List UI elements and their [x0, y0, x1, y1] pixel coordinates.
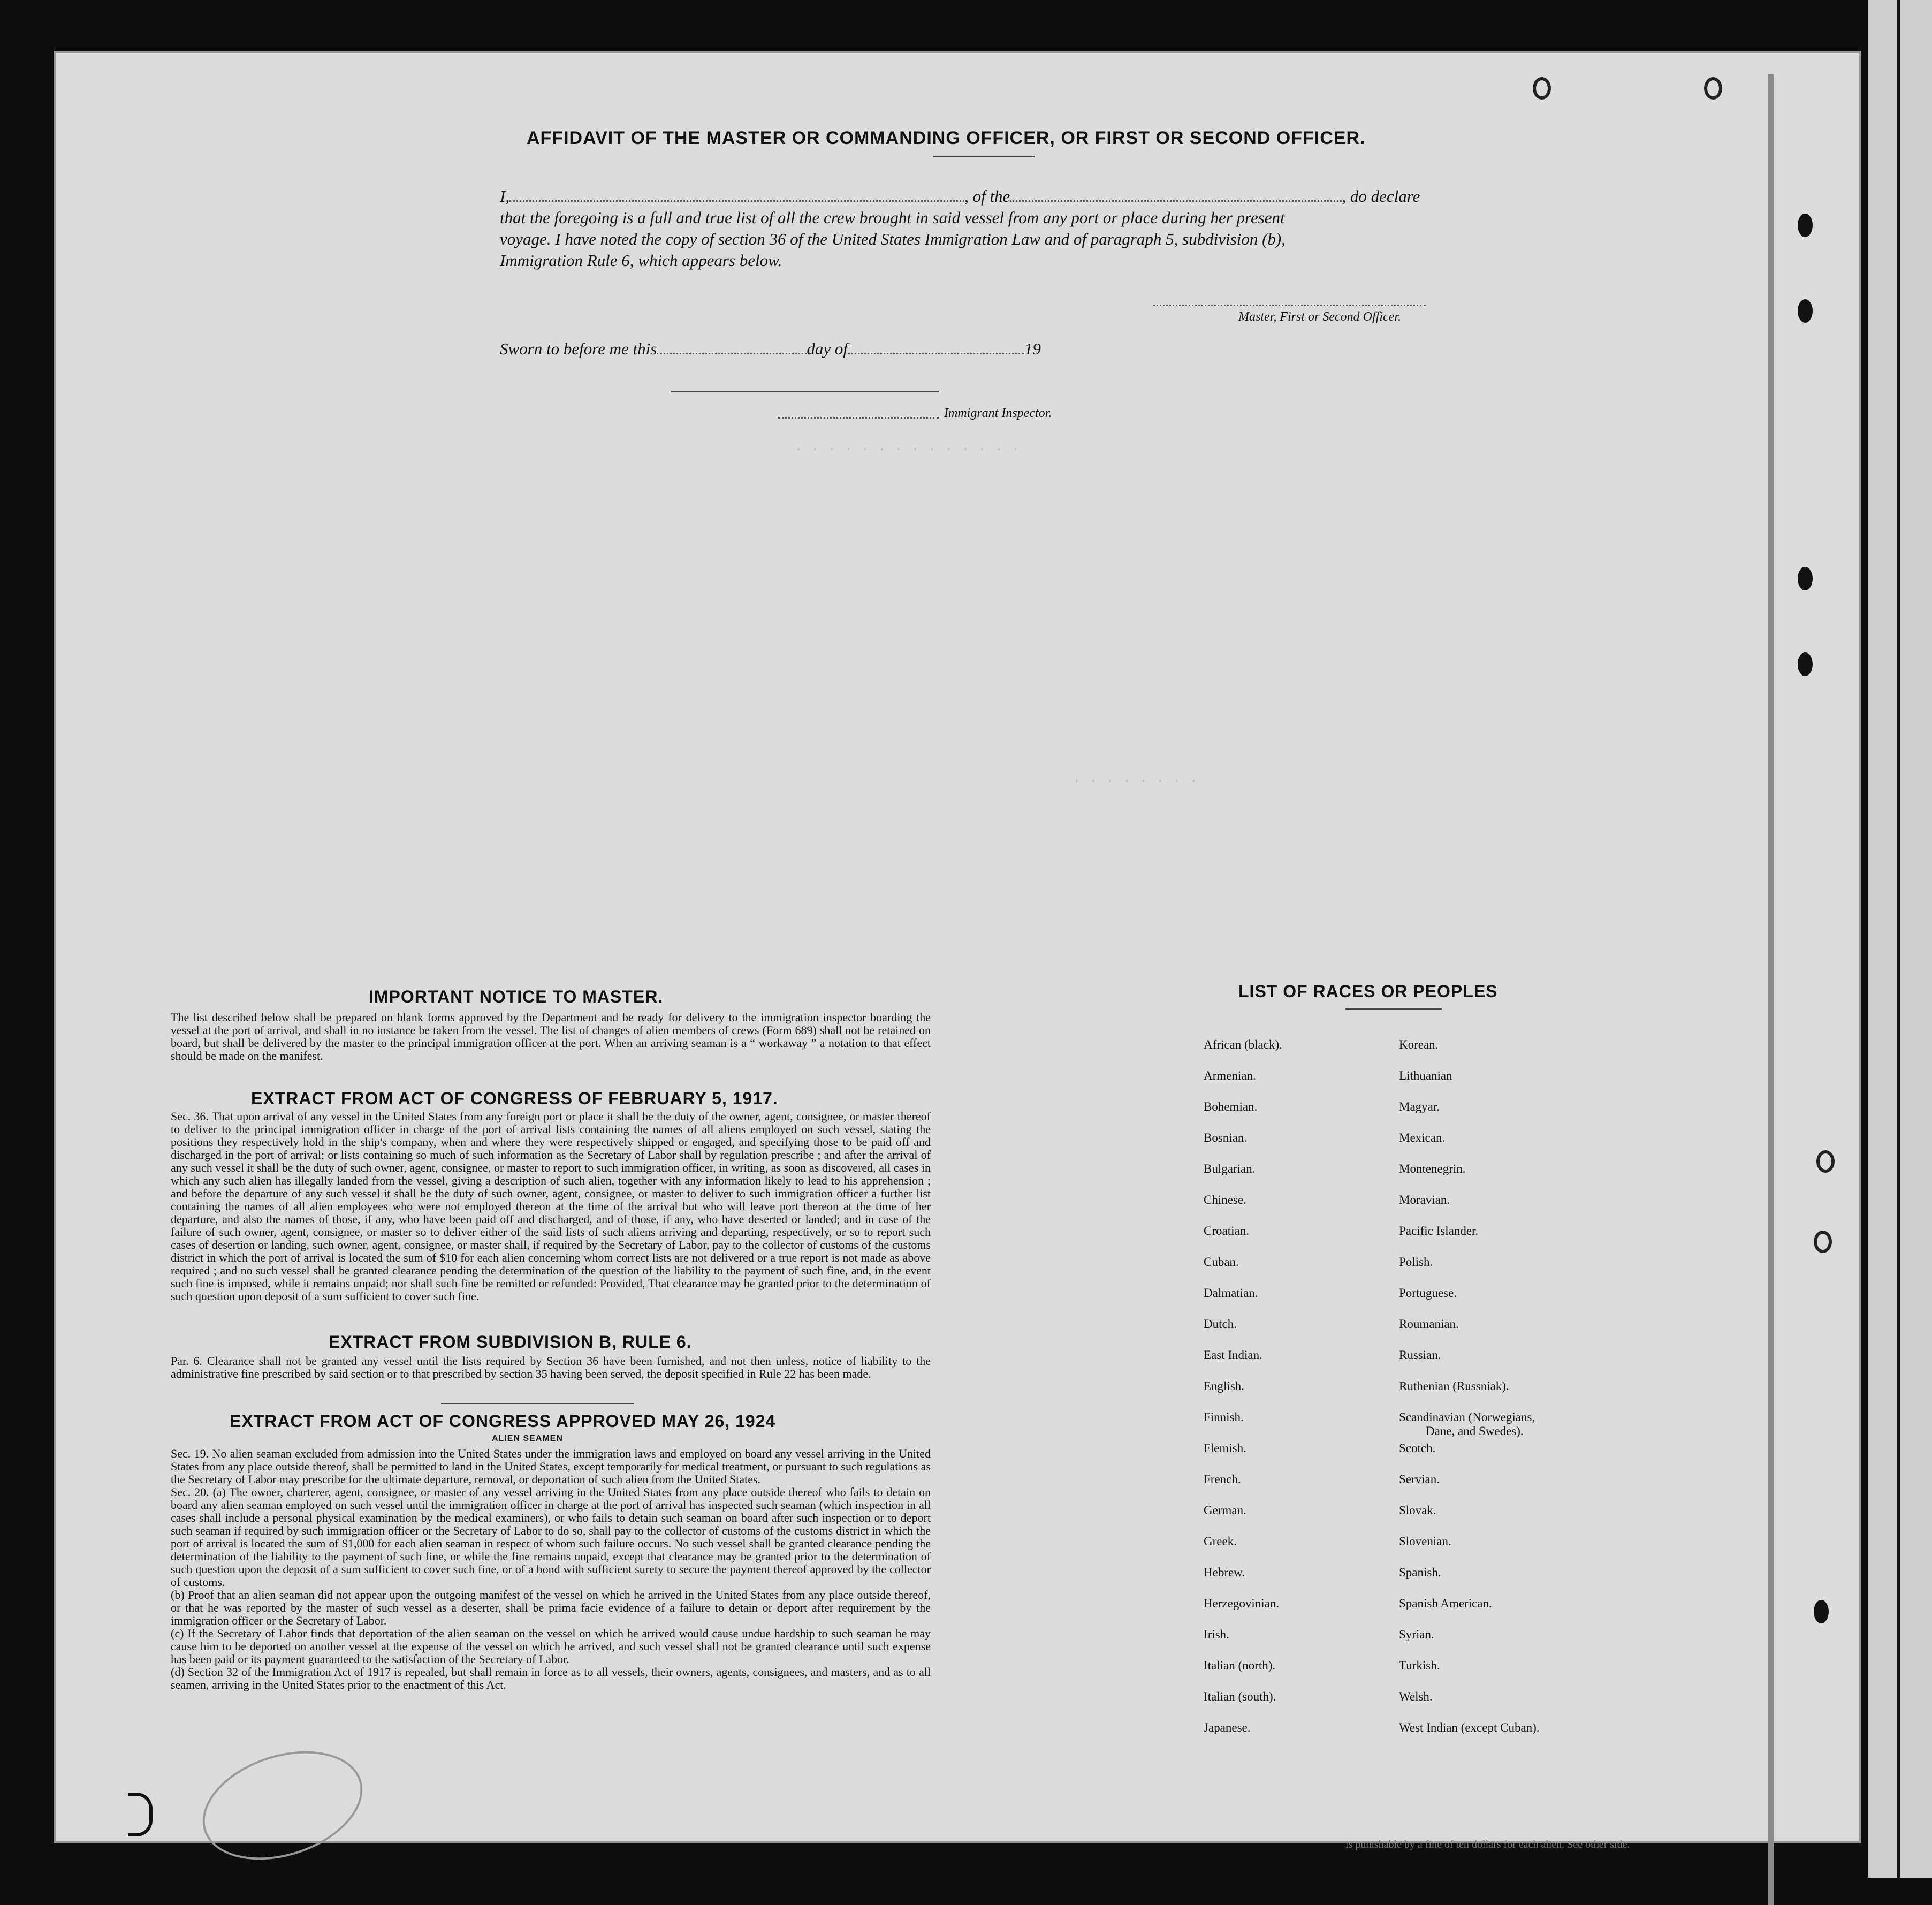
- races-title: LIST OF RACES OR PEOPLES: [1238, 982, 1498, 1001]
- extract-1924-subtitle: ALIEN SEAMEN: [492, 1434, 563, 1443]
- race-item: Moravian.: [1399, 1193, 1450, 1206]
- race-item: African (black).: [1204, 1038, 1282, 1051]
- race-item: Bulgarian.: [1204, 1162, 1256, 1175]
- handwritten-mark: [128, 1793, 153, 1836]
- declarant-name-blank: [509, 200, 964, 202]
- race-item: Roumanian.: [1399, 1317, 1459, 1331]
- document-sheet: [54, 51, 1861, 1854]
- binding-strip: [1768, 74, 1774, 1905]
- race-item: Slovak.: [1399, 1504, 1436, 1517]
- inspector-blank: [778, 417, 939, 419]
- race-item: English.: [1204, 1379, 1245, 1393]
- extract-1924-sec20c: (c) If the Secretary of Labor finds that deportation of the alien seaman on the vessel on which he arrived would cause undue hardship to such seaman he may cause him to be deported on another vessel at the expense of the vessel on which he arrived, and such vessel shall not be granted clearance until such expense has been paid or its payment guaranteed to the satisfaction of the Secretary of Labor.: [171, 1627, 931, 1666]
- affidavit-line-3: voyage. I have noted the copy of section 36 of the United States Immigration Law and of paragraph 5, subdivision (b),: [500, 230, 1286, 248]
- race-item: Italian (north).: [1204, 1659, 1276, 1672]
- extract-1924-text: [171, 1447, 931, 1691]
- extract-1917-title: EXTRACT FROM ACT OF CONGRESS OF FEBRUARY 5, 1917.: [251, 1089, 778, 1108]
- signature-label: Master, First or Second Officer.: [1238, 310, 1401, 324]
- affidavit-line-4: Immigration Rule 6, which appears below.: [500, 251, 782, 270]
- race-item: West Indian (except Cuban).: [1399, 1721, 1540, 1734]
- race-item: Servian.: [1399, 1473, 1440, 1486]
- bleed-through-text: . . . . . . . . . . . . . .: [794, 438, 1020, 454]
- race-item-continued: Dane, and Swedes).: [1426, 1424, 1524, 1438]
- punch-hole: [1798, 299, 1813, 323]
- race-item: Hebrew.: [1204, 1566, 1245, 1579]
- race-item: Turkish.: [1399, 1659, 1440, 1672]
- race-item: Armenian.: [1204, 1069, 1256, 1082]
- vessel-label: , of the: [964, 187, 1010, 206]
- race-item: Polish.: [1399, 1255, 1433, 1269]
- race-item: Croatian.: [1204, 1224, 1249, 1238]
- race-item: Mexican.: [1399, 1131, 1446, 1144]
- race-item: Lithuanian: [1399, 1069, 1452, 1082]
- race-item: French.: [1204, 1473, 1241, 1486]
- vessel-name-blank: [1010, 200, 1342, 202]
- race-item: Pacific Islander.: [1399, 1224, 1479, 1238]
- date-stamp: [188, 1732, 376, 1879]
- race-item: Dalmatian.: [1204, 1286, 1258, 1300]
- affidavit-title: AFFIDAVIT OF THE MASTER OR COMMANDING OFFICER, OR FIRST OR SECOND OFFICER.: [527, 128, 1366, 148]
- declarant-label: I,: [500, 187, 510, 206]
- race-item: Scotch.: [1399, 1441, 1436, 1455]
- race-item: Bosnian.: [1204, 1131, 1248, 1144]
- race-item: East Indian.: [1204, 1348, 1262, 1362]
- extract-1924-sec20b: (b) Proof that an alien seaman did not appear upon the outgoing manifest of the vessel on which he arrived in the United States from any place outside thereof, or that he was reported by the master of such vessel as a deserter, shall be prima facie evidence of a failure to detain or deport after requirement by the immigration officer or the Secretary of Labor.: [171, 1588, 931, 1627]
- race-item: Ruthenian (Russniak).: [1399, 1379, 1509, 1393]
- punch-hole: [1704, 77, 1722, 100]
- race-item: Japanese.: [1204, 1721, 1251, 1734]
- notice-title: IMPORTANT NOTICE TO MASTER.: [369, 987, 664, 1006]
- sworn-month-blank: [848, 353, 1024, 354]
- races-title-rule: [1345, 1008, 1442, 1010]
- form-code: 5000. 8/29. 22/566.: [141, 1846, 200, 1854]
- race-item: Finnish.: [1204, 1410, 1244, 1424]
- race-item: Chinese.: [1204, 1193, 1246, 1206]
- punch-hole: [1798, 214, 1813, 237]
- page-edge-line: [1897, 0, 1900, 1878]
- race-item: German.: [1204, 1504, 1246, 1517]
- race-item: Spanish.: [1399, 1566, 1441, 1579]
- extract-1924-sec20a: Sec. 20. (a) The owner, charterer, agent, consignee, or master of any vessel arriving in the United States from any place outside thereof who fails to detain on board any alien seaman employed on such vessel until the immigration officer in charge at the port of arrival has inspected such seaman (which inspection in all cases shall include a personal physical examination by the medical examiners), or who fails to detain such seaman on board after such inspection or to deport such seaman if required by such immigration officer or the Secretary of Labor to do so, shall pay to the collector of customs of the customs district in which the port of arrival is located the sum of $1,000 for each alien seaman in respect of whom such failure occurs. No such vessel shall be granted clearance pending the determination of the liability to the payment of such fine, or while the fine remains unpaid, except that clearance may be granted prior to the determination of such question upon the deposit of a sum sufficient to cover such fine, or of a bond with sufficient surety to secure the payment thereof approved by the collector of customs.: [171, 1485, 931, 1589]
- title-rule: [933, 156, 1035, 157]
- inspector-rule: [671, 391, 939, 392]
- sworn-day-blank: [657, 353, 807, 354]
- race-item: Bohemian.: [1204, 1100, 1258, 1113]
- punch-hole: [1814, 1600, 1829, 1623]
- race-item: Scandinavian (Norwegians,: [1399, 1410, 1535, 1424]
- race-item: Montenegrin.: [1399, 1162, 1466, 1175]
- race-item: Welsh.: [1399, 1690, 1433, 1703]
- punch-hole: [1533, 77, 1551, 100]
- notice-text: The list described below shall be prepared on blank forms approved by the Department and be ready for delivery to the immigration inspector boarding the vessel at the port of arrival, and shall in no instance be taken from the vessel. The list of changes of alien members of crews (Form 689) shall not be retained on board, but shall be delivered by the master to the principal immigration officer at the port. When an arriving seaman is a “ workaway ” a notation to that effect should be made on the manifest.: [171, 1011, 931, 1062]
- race-item: Slovenian.: [1399, 1535, 1451, 1548]
- page-edge: [1868, 0, 1932, 1878]
- extract-1924-sec19: Sec. 19. No alien seaman excluded from admission into the United States under the immigration laws and employed on board any vessel arriving in the United States from any place outside thereof, shall be permitted to land in the United States, except temporarily for medical treatment, or pursuant to such regulations as the Secretary of Labor may prescribe for the ultimate departure, removal, or deportation of such alien from the United States.: [171, 1447, 931, 1486]
- sworn-line: [500, 339, 1041, 359]
- day-of-label: day of: [807, 339, 848, 358]
- race-item: Portuguese.: [1399, 1286, 1457, 1300]
- punch-hole: [1798, 652, 1813, 676]
- declare-label: , do declare: [1342, 187, 1420, 206]
- inspector-label: Immigrant Inspector.: [944, 406, 1052, 420]
- extract-1924-title: EXTRACT FROM ACT OF CONGRESS APPROVED MAY 26, 1924: [230, 1411, 776, 1431]
- year-label: 19: [1024, 339, 1041, 358]
- punch-hole: [1814, 1231, 1832, 1253]
- extract-rule6-title: EXTRACT FROM SUBDIVISION B, RULE 6.: [329, 1332, 692, 1352]
- punch-hole: [1798, 567, 1813, 590]
- signature-blank: [1153, 305, 1426, 306]
- race-item: Flemish.: [1204, 1441, 1246, 1455]
- sworn-label: Sworn to before me this: [500, 339, 657, 358]
- race-item: Russian.: [1399, 1348, 1441, 1362]
- extract-rule6-text: Par. 6. Clearance shall not be granted any vessel until the lists required by Section 36 have been furnished, and not then unless, notice of liability to the administrative fine prescribed by said section or to that prescribed by section 35 having been served, the deposit specified in Rule 22 has been made.: [171, 1354, 931, 1380]
- race-item: Italian (south).: [1204, 1690, 1276, 1703]
- race-item: Dutch.: [1204, 1317, 1237, 1331]
- race-item: Herzegovinian.: [1204, 1597, 1280, 1610]
- race-item: Cuban.: [1204, 1255, 1239, 1269]
- extract-1924-sec20d: (d) Section 32 of the Immigration Act of 1917 is repealed, but shall remain in force as to all vessels, their owners, agents, consignees, and masters, and as to all seamen, arriving in the United States prior to the enactment of this Act.: [171, 1665, 931, 1691]
- extract-1917-text: Sec. 36. That upon arrival of any vessel in the United States from any foreign port or place it shall be the duty of the owner, agent, consignee, or master thereof to deliver to the principal immigration officer in charge of the port of arrival lists containing the names of all aliens employed on such vessel, stating the positions they respectively hold in the ship's company, when and where they were respectively shipped or engaged, and specifying those to be paid off and discharged in the port of arrival; or lists containing so much of such information as the Secretary of Labor shall by regulation prescribe ; and after the arrival of any such vessel it shall be the duty of such owner, agent, consignee, or master to report to such immigration officer, in writing, as soon as discovered, all cases in which any such alien has illegally landed from the vessel, giving a description of such alien, together with any information likely to lead to his apprehension ; and before the departure of any such vessel it shall be the duty of such owner, agent, consignee, or master to deliver to such immigration officer a further list containing the names of all alien employees who were not employed thereon at the time of the arrival but who will leave port thereon at the time of her departure, and also the names of those, if any, who have been paid off and discharged, and of those, if any, who have deserted or landed; and in case of the failure of such owner, agent, consignee, or master so to deliver either of the said lists of such aliens arriving and departing, respectively, or so to report such cases of desertion or landing, such owner, agent, consignee, or master shall, if required by the Secretary of Labor, pay to the collector of customs of the customs district in which the port of arrival is located the sum of $10 for each alien concerning whom correct lists are not delivered or a true report is not made as above required ; and no such vessel shall be granted clearance pending the determination of the question of the liability to the payment of such fine, and, in the event such fine is imposed, while it remains unpaid; nor shall such fine be remitted or refunded: Provided, That clearance may be granted prior to the determination of such question upon deposit of a sum sufficient to cover such fine.: [171, 1110, 931, 1303]
- race-item: Magyar.: [1399, 1100, 1440, 1113]
- affidavit-line-2: that the foregoing is a full and true list of all the crew brought in said vessel from any port or place during her present: [500, 208, 1285, 227]
- punch-hole: [1816, 1150, 1835, 1173]
- race-item: Korean.: [1399, 1038, 1439, 1051]
- race-item: Irish.: [1204, 1628, 1229, 1641]
- affidavit-line-1: [500, 187, 1420, 206]
- section-rule: [441, 1403, 634, 1404]
- race-item: Spanish American.: [1399, 1597, 1492, 1610]
- race-item: Syrian.: [1399, 1628, 1434, 1641]
- bleed-through-text: . . . . . . . .: [1073, 770, 1198, 786]
- race-item: Greek.: [1204, 1535, 1237, 1548]
- bottom-note: is punishable by a fine of ten dollars for each alien. See other side.: [1345, 1839, 1630, 1850]
